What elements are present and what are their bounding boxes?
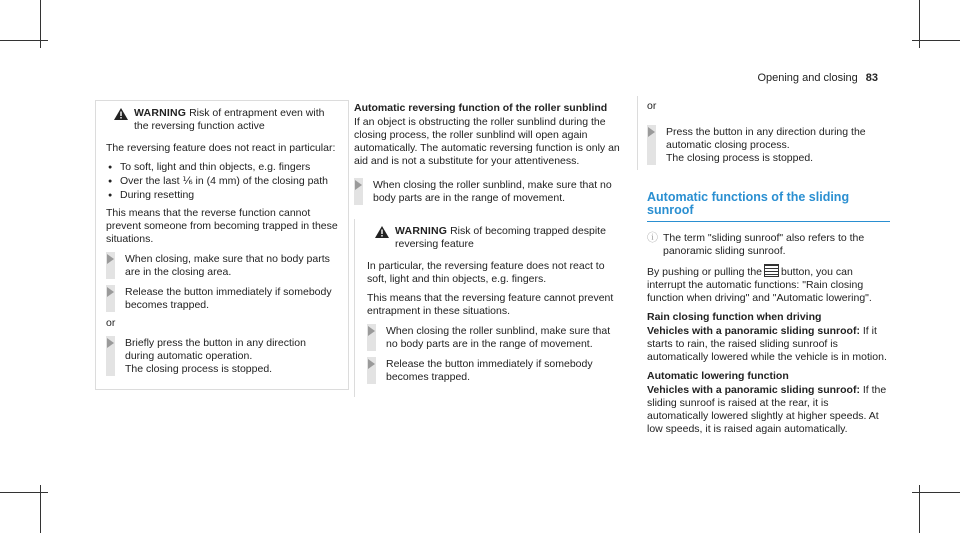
instruction-step [106,336,338,376]
column-2 [354,102,630,397]
instruction-step [647,125,890,165]
warning-triangle-icon [375,226,389,238]
paragraph: In particular, the reversing feature does not react to soft, light and thin objects, e.g. fingers. [367,260,605,285]
crop-mark [912,492,960,493]
step-text: When closing the roller sunblind, make sure that no body parts are in the range of movement. [373,179,612,204]
warning-box-trapped [354,219,630,397]
instruction-step [106,285,338,312]
sunroof-button-icon [764,264,779,277]
paragraph: The reversing feature does not react in particular: [106,142,336,154]
arrow-right-icon [107,338,114,348]
warning-label: WARNING [134,107,187,119]
warning-text: Risk of becoming trapped despite reversing feature [395,225,606,250]
instruction-step [106,252,338,279]
paragraph: This means that the reverse function cannot prevent someone from becoming trapped in these situations. [106,207,338,245]
column-1 [95,100,349,390]
paragraph-text: If it starts to rain, the raised sliding sunroof is automatically lowered while the vehicle is in motion. [647,325,887,363]
arrow-right-icon [107,254,114,264]
step-text: Press the button in any direction during the automatic closing process. [666,126,866,151]
page-number: 83 [865,72,878,84]
instruction-step [354,178,630,205]
list-item: ● To soft, light and thin objects, e.g. fingers [106,161,338,174]
arrow-right-icon [107,287,114,297]
instruction-step [367,324,620,351]
subheading: Rain closing function when driving [647,311,822,323]
instruction-step [367,357,620,384]
or-text: or [647,100,657,112]
paragraph-text: button, you can interrupt the automatic functions: "Rain closing function when driving" and "Automatic lowering". [647,266,872,304]
crop-mark [0,492,48,493]
column-divider [637,96,638,170]
paragraph: This means that the reversing feature cannot prevent entrapment in these situations. [367,292,614,317]
warning-header [367,225,620,251]
arrow-right-icon [355,180,362,190]
or-text: or [106,317,116,329]
paragraph [647,264,890,305]
paragraph-lead: Vehicles with a panoramic sliding sunroof: [647,325,860,337]
paragraph [647,325,890,364]
arrow-right-icon [648,127,655,137]
step-result: The closing process is stopped. [666,152,814,164]
column-3 [647,100,890,442]
note-text: The term "sliding sunroof" also refers to the panoramic sliding sunroof. [663,232,865,257]
header-title: Opening and closing [757,72,858,84]
step-text: Release the button immediately if somebody becomes trapped. [386,358,593,383]
warning-text: Risk of entrapment even with the reversing function active [134,107,325,132]
step-result: The closing process is stopped. [125,363,273,375]
list-item: ● Over the last ⅙ in (4 mm) of the closing path [106,175,338,188]
step-text: When closing the roller sunblind, make sure that no body parts are in the range of movement. [386,325,611,350]
step-text: Briefly press the button in any direction during automatic operation. [125,337,306,362]
paragraph [647,384,890,436]
warning-header [106,107,338,133]
step-text: When closing, make sure that no body parts are in the closing area. [125,253,330,278]
paragraph-text: By pushing or pulling the [647,266,762,278]
arrow-right-icon [368,326,375,336]
paragraph: If an object is obstructing the roller sunblind during the closing process, the roller sunblind will open again automatically. The automatic reversing function is only an aid and is not a substitute for your attentiveness. [354,116,620,167]
step-text: Release the button immediately if somebody becomes trapped. [125,286,332,311]
warning-box-entrapment [95,100,349,390]
crop-mark [912,40,960,41]
info-icon: ⓘ [647,232,658,244]
paragraph-lead: Vehicles with a panoramic sliding sunroof: [647,384,860,396]
list-item: ● During resetting [106,189,338,202]
crop-mark [0,40,48,41]
arrow-right-icon [368,359,375,369]
note [647,232,890,258]
warning-triangle-icon [114,108,128,120]
section-heading: Automatic reversing function of the roller sunblind [354,102,608,114]
warning-label: WARNING [395,225,448,237]
subheading: Automatic lowering function [647,370,789,382]
paragraph-text: If the sliding sunroof is raised at the rear, it is automatically lowered slightly at higher speeds. At low speeds, it is raised again automatically. [647,384,887,435]
running-header [757,72,878,85]
bullet-list [106,161,338,202]
section-title: Automatic functions of the sliding sunroof [647,191,890,222]
